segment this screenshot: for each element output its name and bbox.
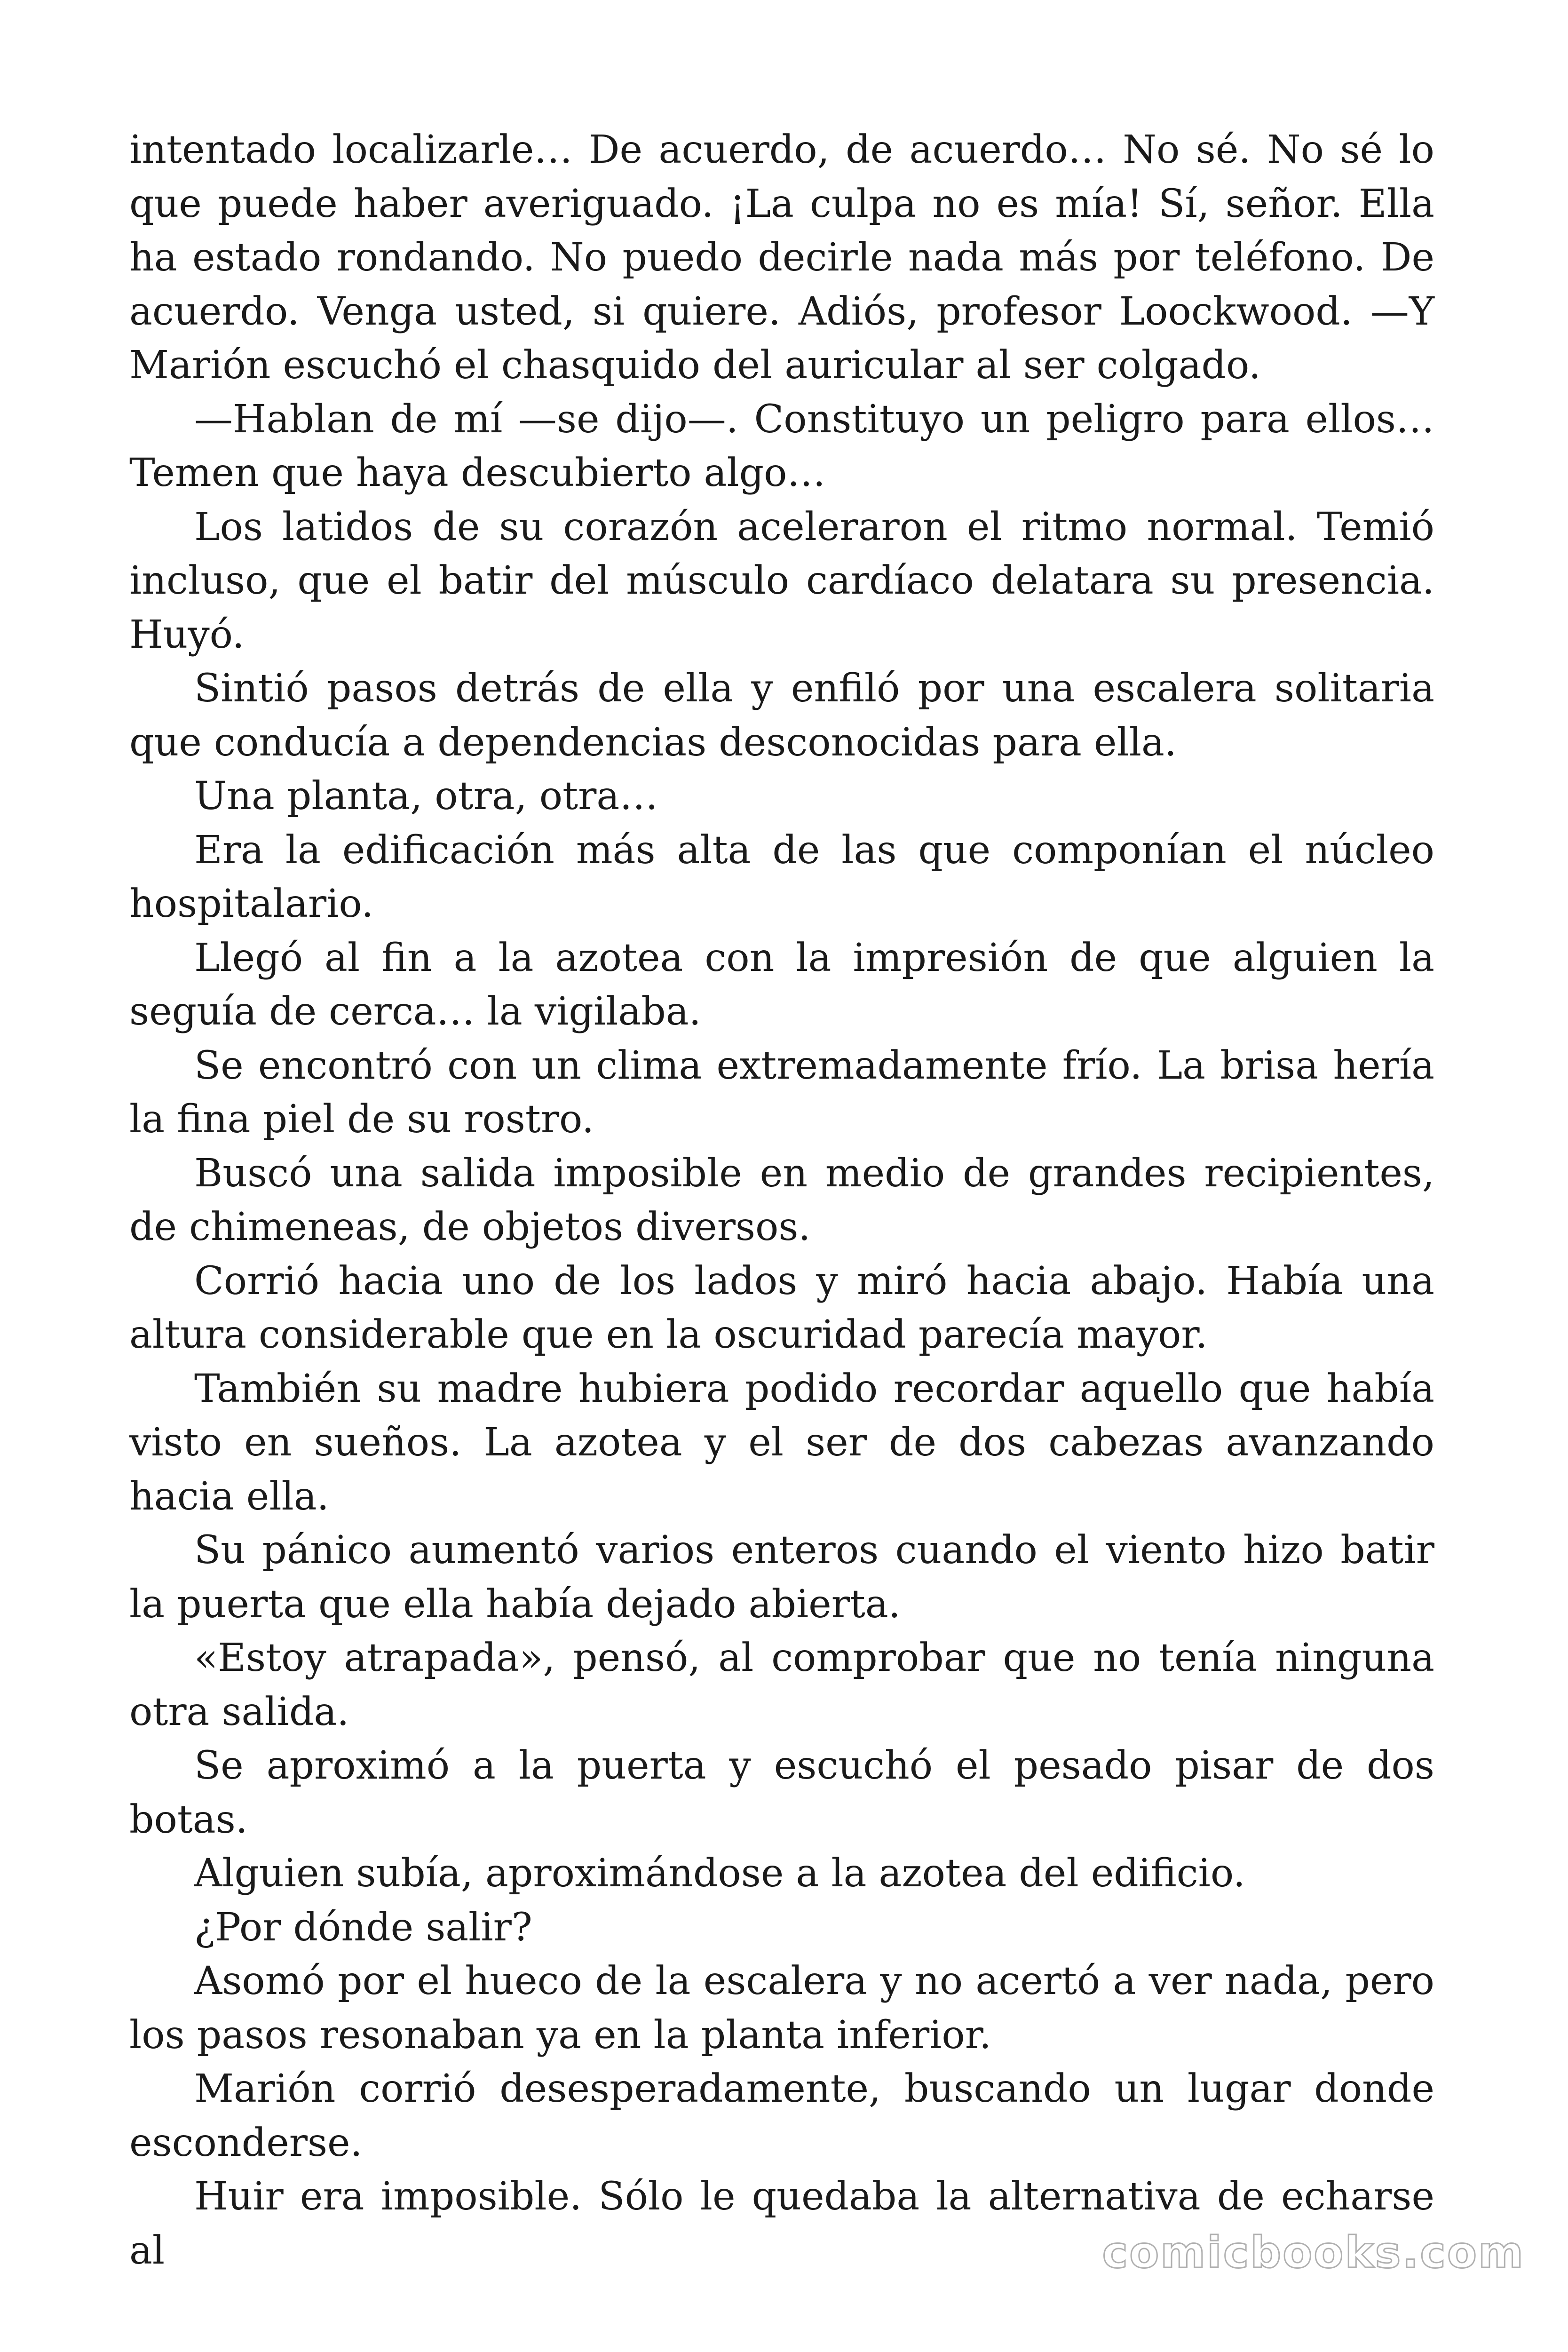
paragraph: ¿Por dónde salir? [194, 1905, 532, 1950]
paragraph: Corrió hacia uno de los lados y miró hacia abajo. Había una altura considerable que en la oscuridad parecía mayor. [129, 1258, 1434, 1357]
paragraph: Era la edificación más alta de las que componían el núcleo hospitalario. [129, 827, 1434, 926]
paragraph: Los latidos de su corazón aceleraron el ritmo normal. Temió incluso, que el batir del músculo cardíaco delatara su presencia. Huyó. [129, 504, 1434, 657]
paragraph: intentado localizarle… De acuerdo, de acuerdo… No sé. No sé lo que puede haber averiguado. ¡La culpa no es mía! Sí, señor. Ella ha estado rondando. No puedo decirle nada más por teléfono. De acuerdo. Venga usted, si quiere. Adiós, profesor Loockwood. —Y Marión escuchó el chasquido del auricular al ser colgado. [129, 127, 1434, 388]
paragraph: Su pánico aumentó varios enteros cuando el viento hizo batir la puerta que ella había dejado abierta. [129, 1528, 1434, 1627]
paragraph: Asomó por el hueco de la escalera y no acertó a ver nada, pero los pasos resonaban ya en la planta inferior. [129, 1959, 1434, 2058]
paragraph: Se aproximó a la puerta y escuchó el pesado pisar de dos botas. [129, 1743, 1434, 1842]
paragraph: Alguien subía, aproximándose a la azotea del edificio. [194, 1851, 1245, 1896]
paragraph: —Hablan de mí —se dijo—. Constituyo un peligro para ellos… Temen que haya descubierto algo… [129, 397, 1434, 495]
paragraph: Una planta, otra, otra… [194, 774, 658, 818]
paragraph: «Estoy atrapada», pensó, al comprobar que no tenía ninguna otra salida. [129, 1636, 1434, 1734]
paragraph: Sintió pasos detrás de ella y enfiló por una escalera solitaria que conducía a dependencias desconocidas para ella. [129, 666, 1434, 765]
paragraph: Huir era imposible. Sólo le quedaba la alternativa de echarse al [129, 2174, 1434, 2273]
paragraph: Se encontró con un clima extremadamente frío. La brisa hería la fina piel de su rostro. [129, 1043, 1434, 1142]
paragraph: Llegó al fin a la azotea con la impresión de que alguien la seguía de cerca… la vigilaba. [129, 935, 1434, 1034]
paragraph: También su madre hubiera podido recordar aquello que había visto en sueños. La azotea y el ser de dos cabezas avanzando hacia ella. [129, 1366, 1434, 1519]
book-page-text [129, 123, 1434, 2278]
paragraph: Marión corrió desesperadamente, buscando un lugar donde esconderse. [129, 2066, 1434, 2165]
site-watermark: comicbooks.com [1102, 2227, 1525, 2278]
paragraph: Buscó una salida imposible en medio de grandes recipientes, de chimeneas, de objetos diversos. [129, 1151, 1434, 1249]
